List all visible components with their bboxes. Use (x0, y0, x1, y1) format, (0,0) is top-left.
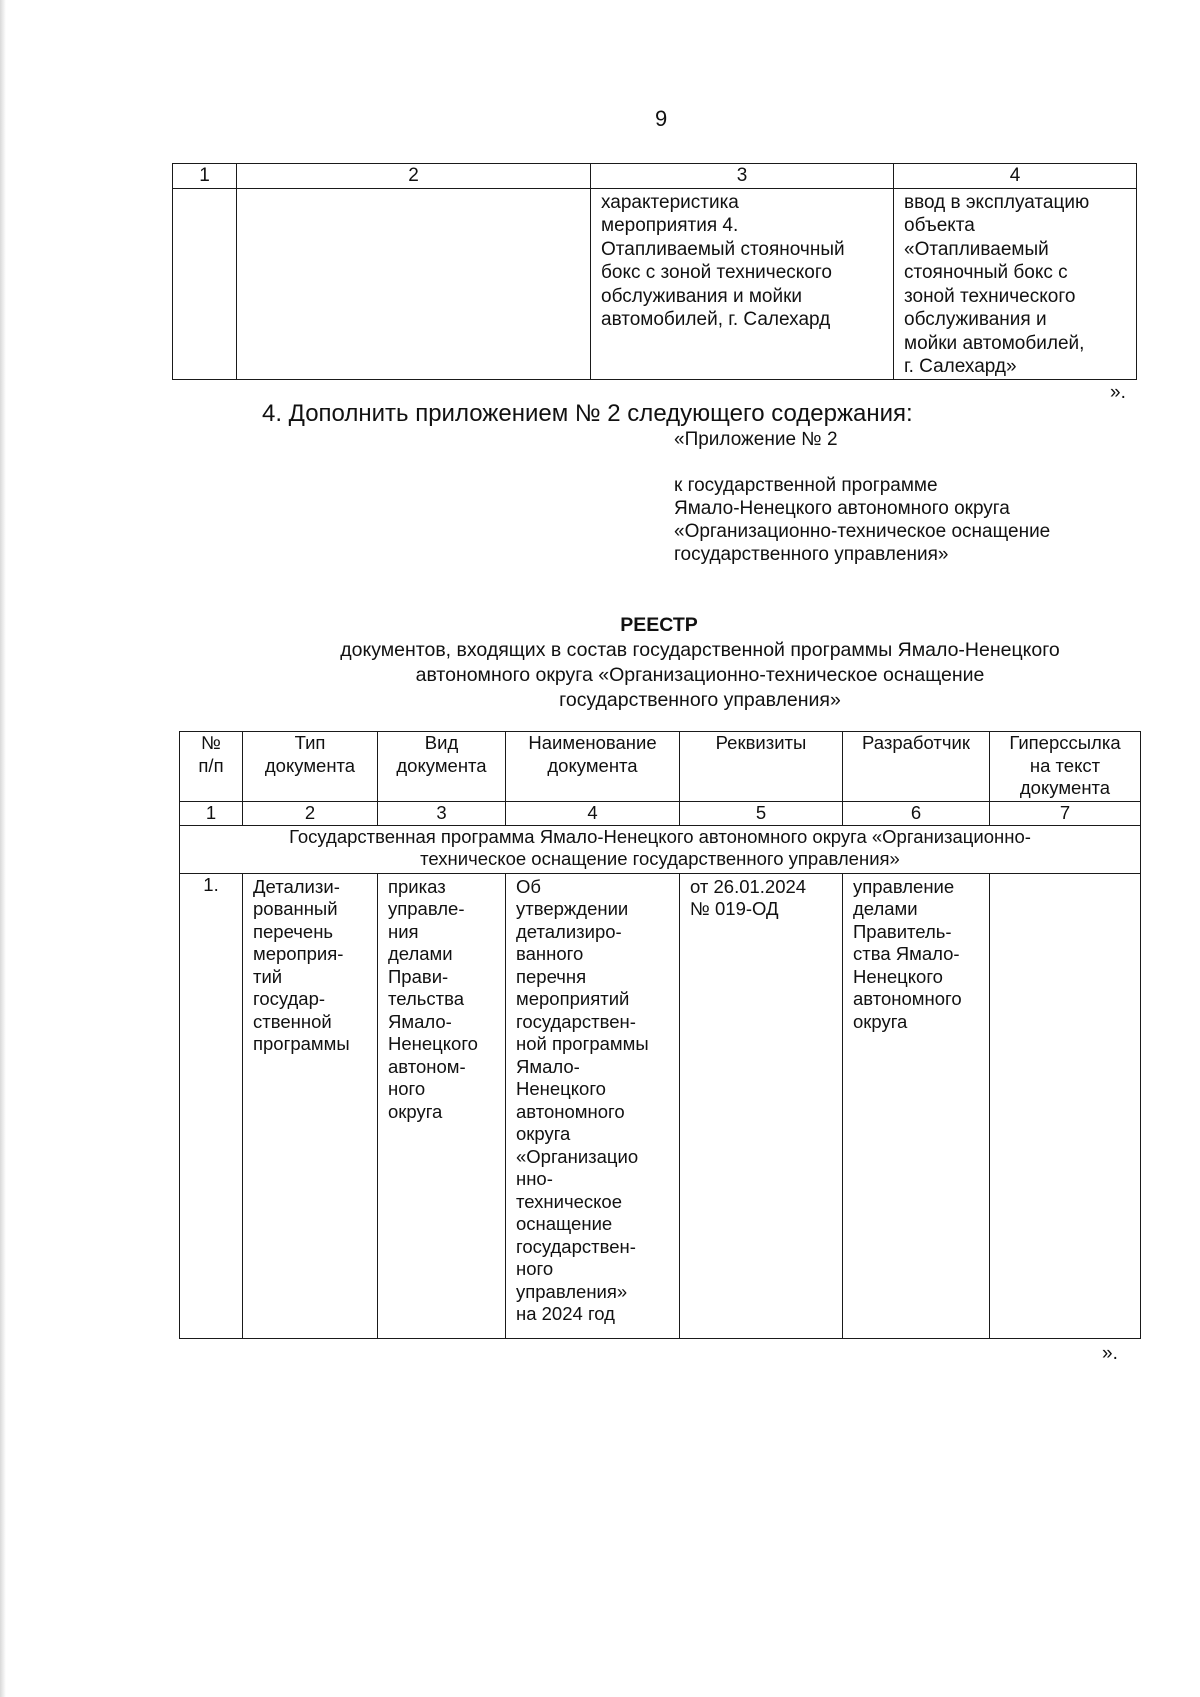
closing-quote-2: ». (1102, 1343, 1118, 1364)
cell-c1 (173, 188, 237, 379)
col-num-1: 1 (173, 164, 237, 189)
registry-subtitle: документов, входящих в состав государственной программы Ямало-Ненецкого автономного округа «Организационно-техническое оснащение государственного управления» (340, 639, 1060, 711)
col-num-7: 7 (990, 802, 1141, 826)
cell-doc-name: Об утверждении детализиро- ванного перечня мероприятий государствен- ной программы Ямало- Ненецкого автономного округа «Организацио нно- техническое оснащение государствен- ного управления» на 2024 год (506, 873, 680, 1338)
col-num-1: 1 (180, 802, 243, 826)
section-title: Государственная программа Ямало-Ненецкого автономного округа «Организационно- техническое оснащение государственного управления» (180, 825, 1141, 873)
scan-edge (0, 0, 6, 1697)
column-numbers-row (180, 802, 1141, 826)
header-details: Реквизиты (680, 732, 843, 802)
registry-table (179, 731, 1141, 1339)
registry-title: РЕЕСТР (620, 614, 698, 636)
cell-doc-kind: приказ управле- ния делами Прави- тельства Ямало- Ненецкого автоном- ного округа (378, 873, 506, 1338)
cell-num: 1. (180, 873, 243, 1338)
cell-doc-type: Детализи- рованный перечень мероприя- тий государ- ственной программы (243, 873, 378, 1338)
table-row (173, 188, 1137, 379)
col-num-2: 2 (237, 164, 591, 189)
cell-characteristic: характеристика мероприятия 4. Отапливаемый стояночный бокс с зоной технического обслуживания и мойки автомобилей, г. Салехард (591, 188, 894, 379)
appendix-title: «Приложение № 2 (674, 429, 838, 450)
column-numbers-row (173, 164, 1137, 189)
header-num: № п/п (180, 732, 243, 802)
closing-quote-1: ». (1110, 382, 1126, 403)
cell-result: ввод в эксплуатацию объекта «Отапливаемый стояночный бокс с зоной технического обслуживания и мойки автомобилей, г. Салехард» (894, 188, 1137, 379)
appendix-text: к государственной программе Ямало-Ненецкого автономного округа «Организационно-техническое оснащение государственного управления» (674, 475, 1051, 565)
col-num-6: 6 (843, 802, 990, 826)
cell-details: от 26.01.2024 № 019-ОД (680, 873, 843, 1338)
cell-hyperlink (990, 873, 1141, 1338)
header-doc-type: Тип документа (243, 732, 378, 802)
col-num-4: 4 (506, 802, 680, 826)
cell-c2 (237, 188, 591, 379)
page-number: 9 (655, 106, 668, 131)
section-row (180, 825, 1141, 873)
appendix-block (674, 428, 1050, 566)
header-hyperlink: Гиперссылка на текст документа (990, 732, 1141, 802)
header-doc-name: Наименование документа (506, 732, 680, 802)
header-doc-kind: Вид документа (378, 732, 506, 802)
col-num-3: 3 (378, 802, 506, 826)
col-num-3: 3 (591, 164, 894, 189)
col-num-5: 5 (680, 802, 843, 826)
header-row (180, 732, 1141, 802)
item-4-text: 4. Дополнить приложением № 2 следующего содержания: (262, 400, 913, 427)
table-row (180, 873, 1141, 1338)
continuation-table (172, 163, 1137, 380)
col-num-4: 4 (894, 164, 1137, 189)
header-developer: Разработчик (843, 732, 990, 802)
cell-developer: управление делами Правитель- ства Ямало- Ненецкого автономного округа (843, 873, 990, 1338)
col-num-2: 2 (243, 802, 378, 826)
